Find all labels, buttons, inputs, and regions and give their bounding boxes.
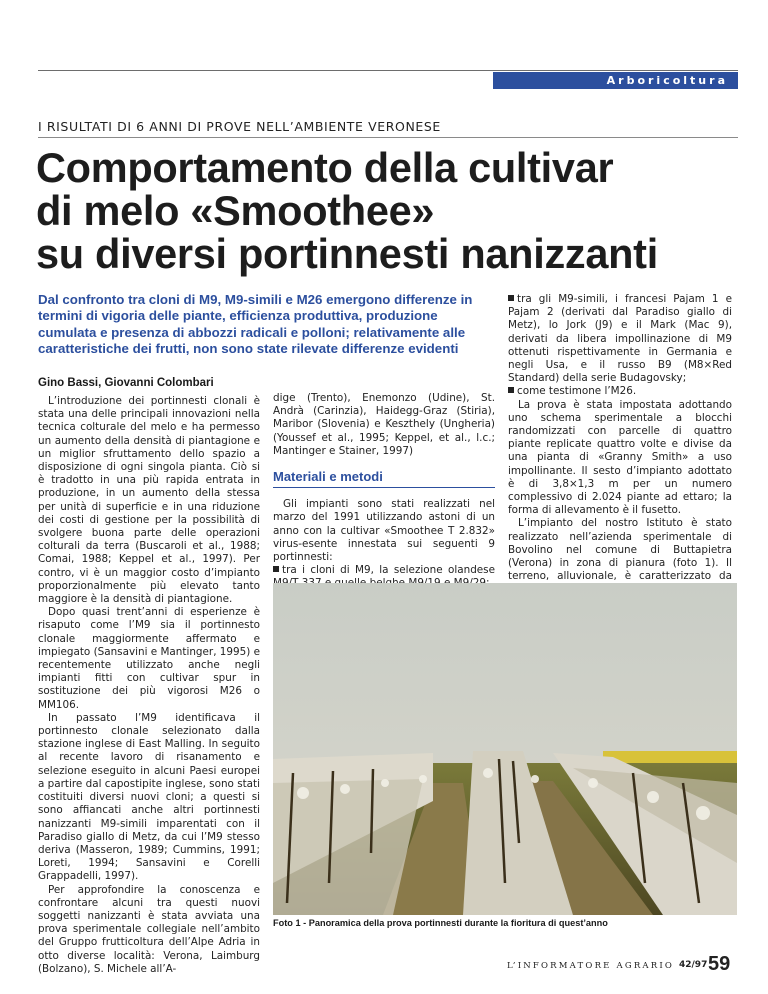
deck-summary: Dal confronto tra cloni di M9, M9-simili e M26 emergono differenze in termini di vigoria delle piante, efficienza produttiva, produzione cumulata e presenza di abbozzi radicali e polloni; relativamente alle caratteristiche dei frutti, non sono state rilevate differenze evidenti: [38, 292, 473, 356]
paragraph: La prova è stata impostata adottando uno schema sperimentale a blocchi randomizzati con parcelle di quattro piante replicate quattro volte e divise da una pianta di «Granny Smith» a uso impollinante. Il sesto d’impianto adottato è di 3,8×1,3 m per un numero complessivo di 2.024 piante ad ettaro; la forma di allevamento è il fusetto.: [508, 398, 732, 517]
bullet-square-icon: [273, 566, 279, 572]
orchard-photo: [273, 583, 737, 915]
paragraph: Per approfondire la conoscenza e confrontare alcuni tra questi nuovi soggetti nanizzanti è stata avviata una prova sperimentale collegiale nell’ambito del Gruppo frutticoltura dell’Alpe Adria in otto diverse località: Verona, Laimburg (Bolzano), S. Michele all’A-: [38, 883, 260, 975]
kicker-rule: [38, 137, 738, 138]
journal-name: L’INFORMATORE AGRARIO: [507, 961, 675, 971]
authors: Gino Bassi, Giovanni Colombari: [38, 377, 214, 389]
kicker: I RISULTATI DI 6 ANNI DI PROVE NELL’AMBIENTE VERONESE: [38, 119, 441, 134]
column-1: [38, 395, 260, 976]
paragraph: In passato l’M9 identificava il portinnesto clonale selezionato dalla stazione inglese di East Malling. In seguito al recente lavoro di risanamento e selezione eseguito in alcuni Paesi europei a partire dal capostipite inglese, sono stati costituiti diversi nuovi cloni; a questi si sono affiancati anche altri portinnesti nanizzanti M9-simili imparentati con il Paradiso giallo di Metz, da cui l’M9 stesso deriva (Masseron, 1989; Cummins, 1991; Loreti, 1994; Sansavini e Corelli Grappadelli, 1997).: [38, 711, 261, 883]
page-number: 59: [708, 953, 731, 975]
paragraph: L’impianto del nostro Istituto è stato realizzato nell’azienda sperimentale di Bovolino nel comune di Buttapietra (Verona) in zona di pianura (foto 1). Il terreno, alluvionale, è caratterizzato da: [508, 517, 732, 583]
bullet-item: tra gli M9-simili, i francesi Pajam 1 e Pajam 2 (derivati dal Paradiso giallo di Metz), lo Jork (J9) e il Mark (Mac 9), derivati da libera impollinazione di M9 ottenuti rispettivamente in Germania e negli Usa, e il russo B9 (M8×Red Standard) della serie Budagovsky;: [508, 293, 732, 385]
headline-line-1: Comportamento della cultivar: [36, 144, 614, 191]
paragraph: L’introduzione dei portinnesti clonali è stata una delle principali innovazioni nella tecnica colturale del melo e ha permesso un aumento della densità di piantagione e un miglior sfruttamento dello spazio a disposizione di ogni singola pianta. Ciò si è tradotto in una più rapida entrata in produzione, in un aumento della stessa per unità di superficie e in una riduzione dei costi di gestione per la possibilità di svolgere buona parte delle operazioni colturali da terra (Buscaroli et al., 1988; Comai, 1988; Keppel et al., 1997). Per contro, vi è un maggior costo d’impianto proporzionalmente più elevato tanto maggiore è la densità di piantagione.: [38, 395, 260, 606]
paragraph: Gli impianti sono stati realizzati nel marzo del 1991 utilizzando astoni di un anno con la cultivar «Smoothee T 2.832» virus-esente innestata sui seguenti 9 portinnesti:: [273, 498, 495, 564]
paragraph: dige (Trento), Enemonzo (Udine), St. Andrà (Carinzia), Haidegg-Graz (Stiria), Maribor (Slovenia) e Keszthely (Ungheria) (Youssef et al., 1995; Keppel, et al., l.c.; Mantinger e Stainer, 1997): [273, 392, 495, 457]
headline: [36, 146, 736, 275]
section-label: Arboricoltura: [493, 72, 738, 89]
paragraph: Dopo quasi trent’anni di esperienze è risaputo come l’M9 sia il portinnesto clonale maggiormente affermato e impiegato (Sansavini e Mantinger, 1995) e recentemente utilizzato anche negli impianti fitti con cultivar spur in sostituzione dei più vigorosi M26 o MM106.: [38, 606, 260, 711]
headline-line-2: di melo «Smoothee»: [36, 187, 435, 234]
section-heading-rule: [273, 487, 495, 488]
column-2: [273, 392, 495, 591]
bullet-item: come testimone l’M26.: [508, 385, 732, 398]
top-rule: [38, 70, 738, 71]
bullet-item: tra i cloni di M9, la selezione olandese: [273, 564, 495, 590]
bullet-square-icon: [508, 387, 514, 393]
bullet-square-icon: [508, 295, 514, 301]
column-3: [508, 293, 732, 623]
headline-line-3: su diversi portinnesti nanizzanti: [36, 230, 658, 277]
photo-caption: Foto 1 - Panoramica della prova portinnesti durante la fioritura di quest’anno: [273, 918, 608, 928]
issue-number: 42/97: [679, 960, 708, 970]
section-heading: Materiali e metodi: [273, 469, 383, 485]
